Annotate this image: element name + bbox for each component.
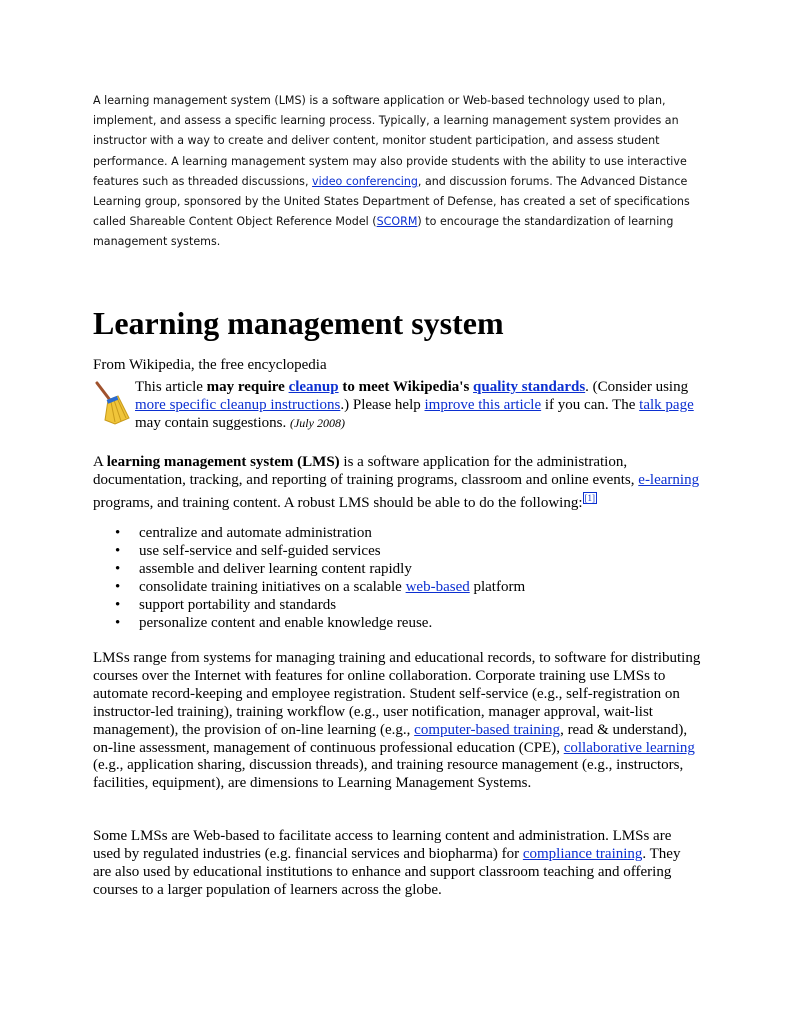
cleanup-date: (July 2008) [289, 416, 345, 430]
cleanup-text-part: if you can. The [541, 397, 640, 413]
page-title: Learning management system [93, 305, 504, 341]
paragraph-text: . They are also used by educational institutions to enhance and support classroom teaching and offering courses to a larger population of learners across the globe. [93, 845, 681, 898]
lead-paragraph [93, 453, 701, 512]
body-paragraph-web-based [93, 828, 701, 900]
body-paragraph-lms-range [93, 650, 701, 793]
list-item-text: platform [469, 578, 526, 595]
cleanup-text-bold: may require [206, 379, 289, 395]
source-line: From Wikipedia, the free encyclopedia [93, 357, 327, 373]
cleanup-text-part: . (Consider using [585, 379, 689, 395]
paragraph-text: LMSs range from systems for managing training and educational records, to software for distributing courses over the Internet with features for online collaboration. Corporate training use LMSs to automate record-keeping and employee registration. Student self-service (e.g., self-registration on instructor-led training), training workflow (e.g., user notification, manager approval, wait-list management), the provision of on-line learning (e.g., [93, 650, 701, 738]
feature-list [93, 525, 525, 632]
list-item [93, 579, 525, 597]
talk-page-link[interactable]: talk page [639, 397, 694, 413]
cleanup-text-bold: to meet Wikipedia's [338, 379, 474, 395]
list-item: • assemble and deliver learning content rapidly [93, 561, 525, 579]
list-item: • centralize and automate administration [93, 525, 525, 543]
scorm-link[interactable]: SCORM [376, 215, 418, 229]
paragraph-text: Some LMSs are Web-based to facilitate access to learning content and administration. LMSs are used by regulated industries (e.g. financial services and biopharma) for [93, 828, 672, 862]
quality-standards-link[interactable]: quality standards [473, 379, 586, 395]
video-conferencing-link[interactable]: video conferencing [312, 174, 418, 188]
list-item: • support portability and standards [93, 597, 525, 615]
cleanup-instructions-link[interactable]: more specific cleanup instructions [135, 397, 341, 413]
broom-icon [93, 380, 131, 426]
lead-term: learning management system (LMS) [106, 454, 340, 470]
intro-text: , and discussion forums. The Advanced Distance Learning group, sponsored by the United States Department of Defense, has created a set of specifications called Shareable Content Object Reference Model ( [93, 174, 690, 229]
intro-paragraph [93, 91, 699, 253]
cleanup-text [135, 378, 700, 432]
compliance-training-link[interactable]: compliance training [522, 845, 643, 862]
lead-text: is a software application for the administration, documentation, tracking, and reporting of training programs, classroom and online events, [93, 454, 639, 488]
list-item: • personalize content and enable knowledge reuse. [93, 615, 525, 633]
lead-text: programs, and training content. A robust LMS should be able to do the following: [93, 495, 583, 511]
cleanup-text-part: may contain suggestions. [135, 415, 290, 431]
list-item: • use self-service and self-guided services [93, 543, 525, 561]
computer-based-training-link[interactable]: computer-based training [414, 721, 561, 738]
reference-link[interactable]: [1] [584, 493, 596, 503]
paragraph-text: , read & understand), on-line assessment, management of continuous professional education (CPE), [93, 721, 688, 756]
web-based-link[interactable]: web-based [405, 578, 470, 595]
list-item-text: consolidate training initiatives on a scalable [139, 578, 406, 595]
improve-article-link[interactable]: improve this article [424, 397, 542, 413]
lead-text: A [93, 454, 107, 470]
cleanup-text-part: This article [135, 379, 207, 395]
cleanup-text-part: .) Please help [340, 397, 425, 413]
paragraph-text: (e.g., application sharing, discussion threads), and training resource management (e.g., instructors, facilities, equipment), are dimensions to Learning Management Systems. [93, 757, 684, 792]
collaborative-learning-link[interactable]: collaborative learning [563, 739, 695, 756]
intro-text: ) to encourage the standardization of learning management systems. [93, 215, 674, 249]
intro-text: A learning management system (LMS) is a software application or Web-based technology used to plan, implement, and assess a specific learning process. Typically, a learning management system provides an instructor with a way to create and deliver content, monitor student participation, and assess student performance. A learning management system may also provide students with the ability to use interactive features such as threaded discussions, [93, 94, 687, 188]
e-learning-link[interactable]: e-learning [638, 472, 700, 488]
cleanup-link[interactable]: cleanup [288, 379, 339, 395]
